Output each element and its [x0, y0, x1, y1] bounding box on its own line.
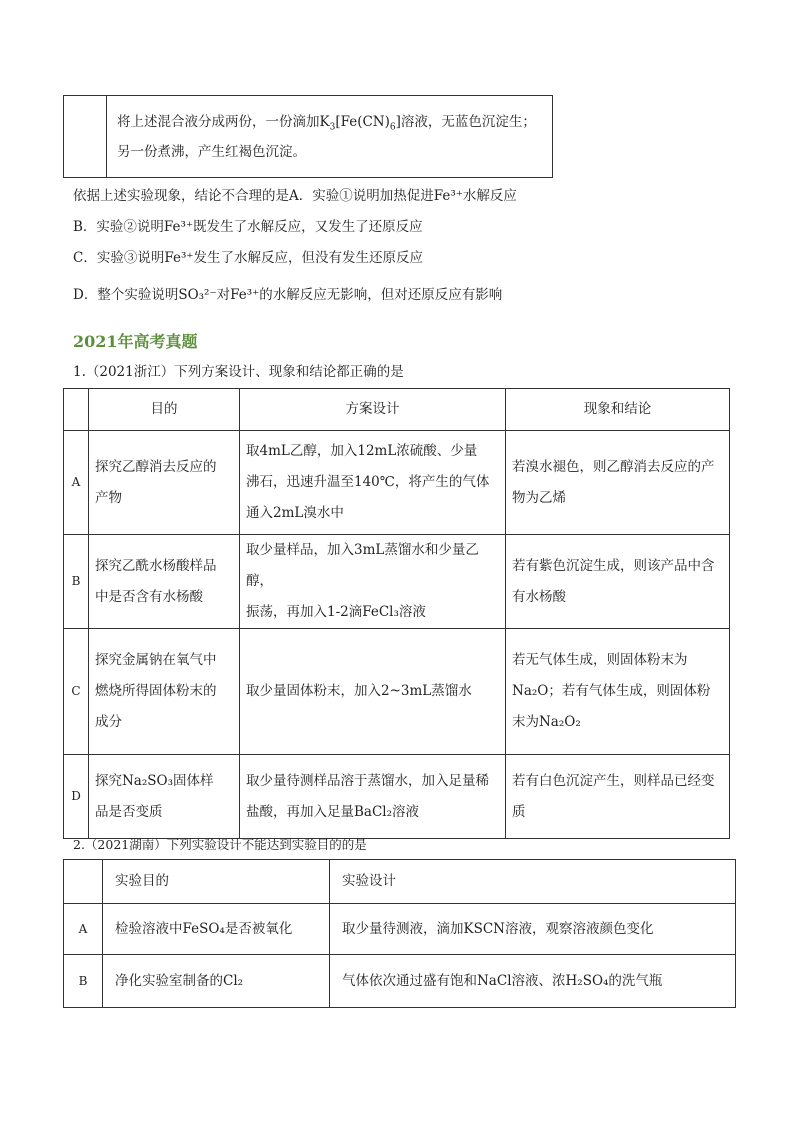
q1-header-blank — [64, 389, 89, 431]
q2-header-design: 实验设计 — [330, 860, 736, 904]
row-label: B — [64, 535, 89, 629]
top-line1-before: 将上述混合液分成两份，一份滴加 — [117, 113, 320, 130]
row-label: D — [64, 755, 89, 839]
q2-header-purpose: 实验目的 — [103, 860, 330, 904]
prev-question-line1 — [73, 186, 517, 206]
table-row — [64, 904, 736, 955]
row-result: 若有紫色沉淀生成，则该产品中含 有水杨酸 — [506, 535, 730, 629]
q1-header-purpose: 目的 — [89, 389, 240, 431]
top-table-content-cell — [107, 96, 553, 178]
row-result: 若有白色沉淀产生，则样品已经变 质 — [506, 755, 730, 839]
row-design: 取少量样品，加入3mL蒸馏水和少量乙醇， 振荡，再加入1-2滴FeCl₃溶液 — [240, 535, 506, 629]
row-label: C — [64, 629, 89, 755]
q2-table — [63, 859, 736, 1008]
table-row — [64, 629, 730, 755]
top-line2: 另一份煮沸，产生红褐色沉淀。 — [117, 143, 306, 160]
row-design: 取少量待测液，滴加KSCN溶液，观察溶液颜色变化 — [330, 904, 736, 955]
section-heading: 2021年高考真题 — [73, 332, 198, 351]
row-purpose: 探究Na₂SO₃固体样 品是否变质 — [89, 755, 240, 839]
q1-header-result: 现象和结论 — [506, 389, 730, 431]
row-purpose: 探究金属钠在氧气中 燃烧所得固体粉末的 成分 — [89, 629, 240, 755]
q2-stem: 2.（2021湖南）下列实验设计不能达到实验目的的是 — [73, 837, 367, 852]
q1-header-row — [64, 389, 730, 431]
q1-header-design: 方案设计 — [240, 389, 506, 431]
q2-header-blank — [64, 860, 103, 904]
row-result: 若无气体生成，则固体粉末为 Na₂O；若有气体生成，则固体粉 末为Na₂O₂ — [506, 629, 730, 755]
q1-table — [63, 388, 730, 839]
top-table — [63, 95, 553, 178]
prev-option-c: C．实验③说明Fe³⁺发生了水解反应，但没有发生还原反应 — [73, 250, 423, 266]
table-row — [64, 955, 736, 1008]
table-row — [64, 755, 730, 839]
row-purpose: 探究乙醇消去反应的 产物 — [89, 431, 240, 535]
reagent-formula: $K_3[Fe(CN)_6]$ — [319, 113, 401, 133]
top-table-label-cell — [64, 96, 107, 178]
table-row — [64, 535, 730, 629]
row-label: A — [64, 431, 89, 535]
row-purpose: 净化实验室制备的Cl₂ — [103, 955, 330, 1008]
prev-option-b: B．实验②说明Fe³⁺既发生了水解反应，又发生了还原反应 — [73, 219, 423, 235]
row-design: 取4mL乙醇，加入12mL浓硫酸、少量 沸石，迅速升温至140℃，将产生的气体 通入2mL溴水中 — [240, 431, 506, 535]
row-label: A — [64, 904, 103, 955]
prev-option-a: A．实验①说明加热促进Fe³⁺水解反应 — [289, 188, 517, 204]
q2-header-row — [64, 860, 736, 904]
row-purpose: 检验溶液中FeSO₄是否被氧化 — [103, 904, 330, 955]
q1-stem: 1.（2021浙江）下列方案设计、现象和结论都正确的是 — [73, 364, 404, 380]
row-result: 若溴水褪色，则乙醇消去反应的产 物为乙烯 — [506, 431, 730, 535]
table-row — [64, 431, 730, 535]
row-design: 取少量固体粉末，加入2~3mL蒸馏水 — [240, 629, 506, 755]
top-line1-after: 溶液，无蓝色沉淀生； — [400, 113, 536, 130]
prev-option-d: D．整个实验说明SO₃²⁻对Fe³⁺的水解反应无影响，但对还原反应有影响 — [73, 287, 503, 303]
prev-question-stem: 依据上述实验现象，结论不合理的是 — [73, 188, 289, 204]
row-label: B — [64, 955, 103, 1008]
row-design: 气体依次通过盛有饱和NaCl溶液、浓H₂SO₄的洗气瓶 — [330, 955, 736, 1008]
row-purpose: 探究乙酰水杨酸样品 中是否含有水杨酸 — [89, 535, 240, 629]
row-design: 取少量待测样品溶于蒸馏水，加入足量稀 盐酸，再加入足量BaCl₂溶液 — [240, 755, 506, 839]
